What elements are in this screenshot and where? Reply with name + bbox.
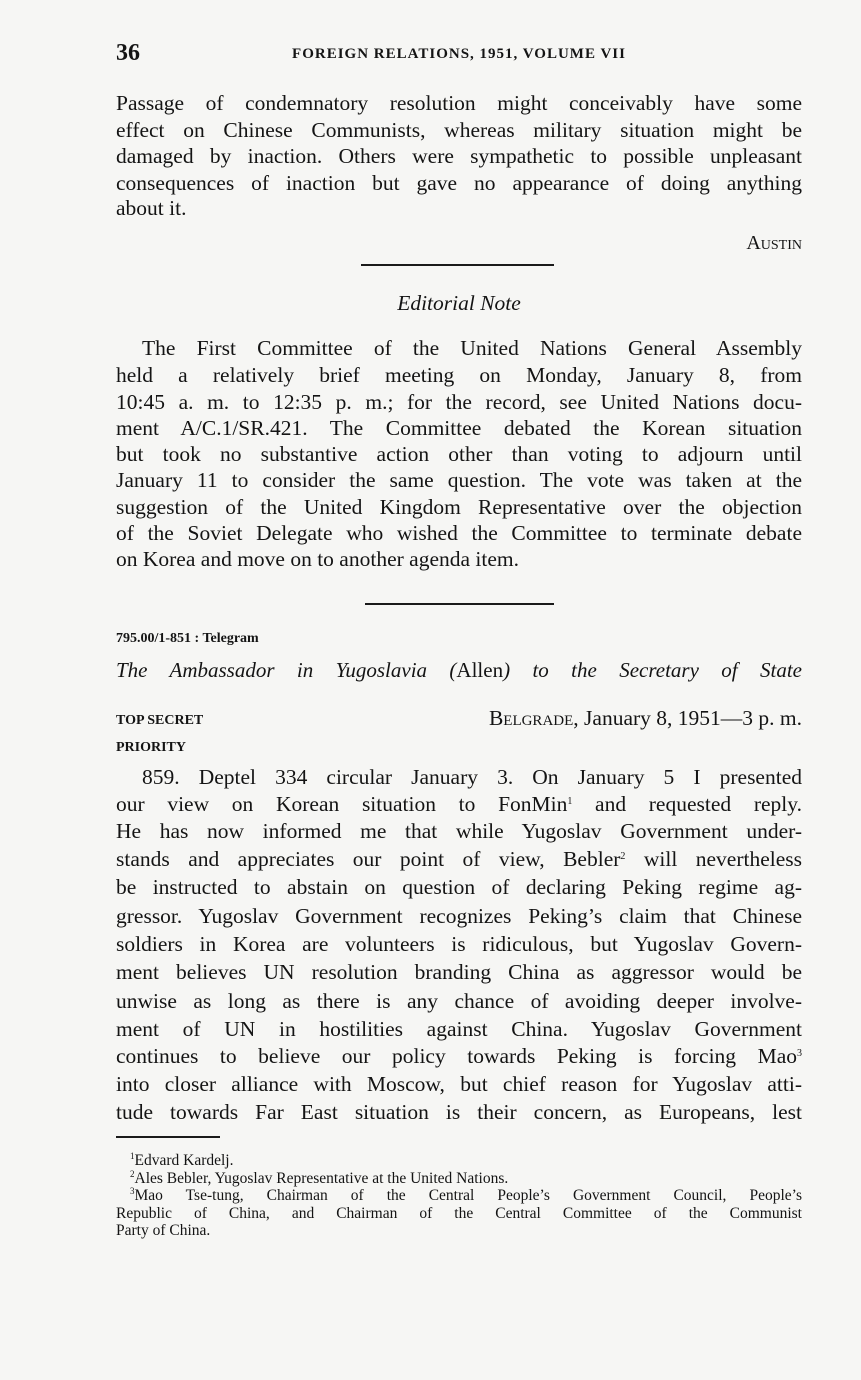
page-header — [116, 40, 802, 70]
text-line: 859. Deptel 334 circular January 3. On January 5 I presented — [142, 765, 802, 789]
page-number: 36 — [116, 40, 140, 66]
classification: TOP SECRET — [116, 713, 204, 728]
text-line: consequences of inaction but gave no appearance of doing anything — [116, 171, 802, 195]
text-line: damaged by inaction. Others were sympathetic to possible unpleasant — [116, 144, 802, 168]
text-line: He has now informed me that while Yugoslav Government under- — [116, 819, 802, 843]
text-line: tude towards Far East situation is their concern, as Europeans, lest — [116, 1100, 802, 1124]
text-line: unwise as long as there is any chance of avoiding deeper involve- — [116, 989, 802, 1013]
file-reference: 795.00/1-851 : Telegram — [116, 631, 259, 646]
footnote-continuation: Republic of China, and Chairman of the Central Committee of the Communist — [116, 1205, 802, 1222]
text-line: effect on Chinese Communists, whereas military situation might be — [116, 118, 802, 142]
text-line: January 11 to consider the same question. The vote was taken at the — [116, 468, 802, 492]
text-line: suggestion of the United Kingdom Representative over the objection — [116, 495, 802, 519]
text-line: soldiers in Korea are volunteers is ridiculous, but Yugoslav Govern- — [116, 932, 802, 956]
text-line: continues to believe our policy towards Peking is forcing Mao$^3$ — [116, 1044, 802, 1068]
dateline — [116, 705, 802, 731]
text-line: ment of UN in hostilities against China. Yugoslav Government — [116, 1017, 802, 1041]
priority: PRIORITY — [116, 740, 187, 755]
footnote-ref: 3 — [797, 1048, 802, 1059]
section-divider — [361, 264, 554, 266]
dateline-place: Belgrade — [488, 706, 574, 730]
text-line: but took no substantive action other than voting to adjourn until — [116, 442, 802, 466]
running-title: FOREIGN RELATIONS, 1951, VOLUME VII — [292, 46, 626, 62]
text-line: gressor. Yugoslav Government recognizes Peking’s claim that Chinese — [116, 904, 802, 928]
footnote: $^3$Mao Tse-tung, Chairman of the Central People’s Government Council, People’s — [130, 1186, 802, 1204]
footnote-divider — [116, 1136, 220, 1138]
footnote: $^1$Edvard Kardelj. — [130, 1151, 234, 1169]
text-line: Passage of condemnatory resolution might conceivably have some — [116, 91, 802, 115]
footnote-ref: 1 — [567, 796, 573, 807]
section-divider — [365, 603, 554, 605]
text-line: on Korea and move on to another agenda item. — [116, 547, 519, 571]
text-line: about it. — [116, 196, 187, 220]
text-line: be instructed to abstain on question of declaring Peking regime ag- — [116, 875, 802, 899]
text-line: of the Soviet Delegate who wished the Committee to terminate debate — [116, 521, 802, 545]
signature: Austin — [746, 232, 802, 254]
text-line: 10:45 a. m. to 12:35 p. m.; for the record, see United Nations docu- — [116, 390, 802, 414]
footnote-ref: 2 — [620, 851, 626, 862]
text-line: our view on Korean situation to FonMin$^1$ and requested reply. — [116, 792, 802, 816]
text-line: The First Committee of the United Nations General Assembly — [142, 336, 802, 360]
document-heading: The Ambassador in Yugoslavia (Allen) to the Secretary of State — [116, 658, 802, 682]
editorial-note-title: Editorial Note — [397, 291, 521, 315]
dateline-date: , January 8, 1951—3 p. m. — [573, 706, 802, 730]
text-line: stands and appreciates our point of view, Bebler$^2$ will nevertheless — [116, 847, 802, 871]
footnote: $^2$Ales Bebler, Yugoslav Representative at the United Nations. — [130, 1169, 509, 1187]
text-line: ment A/C.1/SR.421. The Committee debated the Korean situation — [116, 416, 802, 440]
text-line: held a relatively brief meeting on Monday, January 8, from — [116, 363, 802, 387]
text-line: into closer alliance with Moscow, but chief reason for Yugoslav atti- — [116, 1072, 802, 1096]
footnote-continuation: Party of China. — [116, 1222, 211, 1239]
heading-name: Allen — [456, 658, 504, 682]
text-line: ment believes UN resolution branding China as aggressor would be — [116, 960, 802, 984]
